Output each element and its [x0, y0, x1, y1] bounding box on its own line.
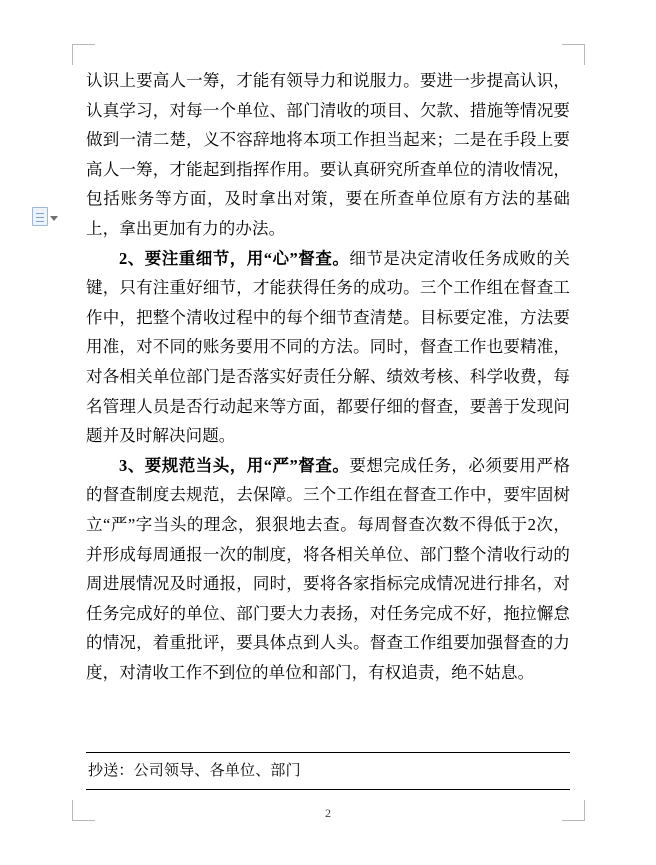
crop-mark-top-right [562, 44, 585, 65]
paragraph-continuation: 认识上要高人一筹，才能有领导力和说服力。要进一步提高认识，认真学习，对每一个单位、部门清收的项目、欠款、措施等情况要做到一清二楚，义不容辞地将本项工作担当起来；二是在手段上要高人一筹，才能起到指挥作用。要认真研究所查单位的清收情况，包括账务等方面，及时拿出对策，要在所查单位原有方法的基础上，拿出更加有力的办法。 [86, 71, 570, 238]
paragraph-item-3 [86, 451, 570, 688]
document-structure-icon[interactable] [32, 206, 60, 226]
paragraph-item-2-heading: 2、要注重细节，用“心”督查。 [119, 248, 350, 268]
page-number: 2 [325, 806, 331, 820]
footer-distribution: 抄送：公司领导、各单位、部门 [88, 763, 301, 779]
paragraph-item-2-text: 细节是决定清收任务成败的关键，只有注重好细节，才能获得任务的成功。三个工作组在督查工作中，把整个清收过程中的每个细节查清楚。目标要定准，方法要用准，对不同的账务要用不同的方法。同时，督查工作也要精准，对各相关单位部门是否落实好责任分解、绩效考核、科学收费，每名管理人员是否行动起来等方面，都要仔细的督查，要善于发现问题并及时解决问题。 [86, 248, 570, 446]
crop-mark-top-left [72, 44, 95, 65]
document-body [86, 66, 570, 687]
chevron-down-icon[interactable] [50, 216, 58, 221]
paragraph-item-3-text: 要想完成任务，必须要用严格的督查制度去规范，去保障。三个工作组在督查工作中，要牢固树立“严”字当头的理念，狠狠地去查。每周督查次数不得低于2次，并形成每周通报一次的制度，将各相关单位、部门整个清收行动的周进展情况及时通报，同时，要将各家指标完成情况进行排名，对任务完成好的单位、部门要大力表扬，对任务完成不好，拖拉懈怠的情况，着重批评，要具体点到人头。督查工作组要加强督查的力度，对清收工作不到位的单位和部门，有权追责，绝不姑息。 [86, 455, 570, 682]
footer-divider-top [86, 752, 570, 753]
paragraph-item-3-heading: 3、要规范当头，用“严”督查。 [119, 455, 350, 475]
document-icon [32, 207, 48, 226]
footer-divider-bottom [86, 789, 570, 790]
paragraph-item-2 [86, 244, 570, 451]
